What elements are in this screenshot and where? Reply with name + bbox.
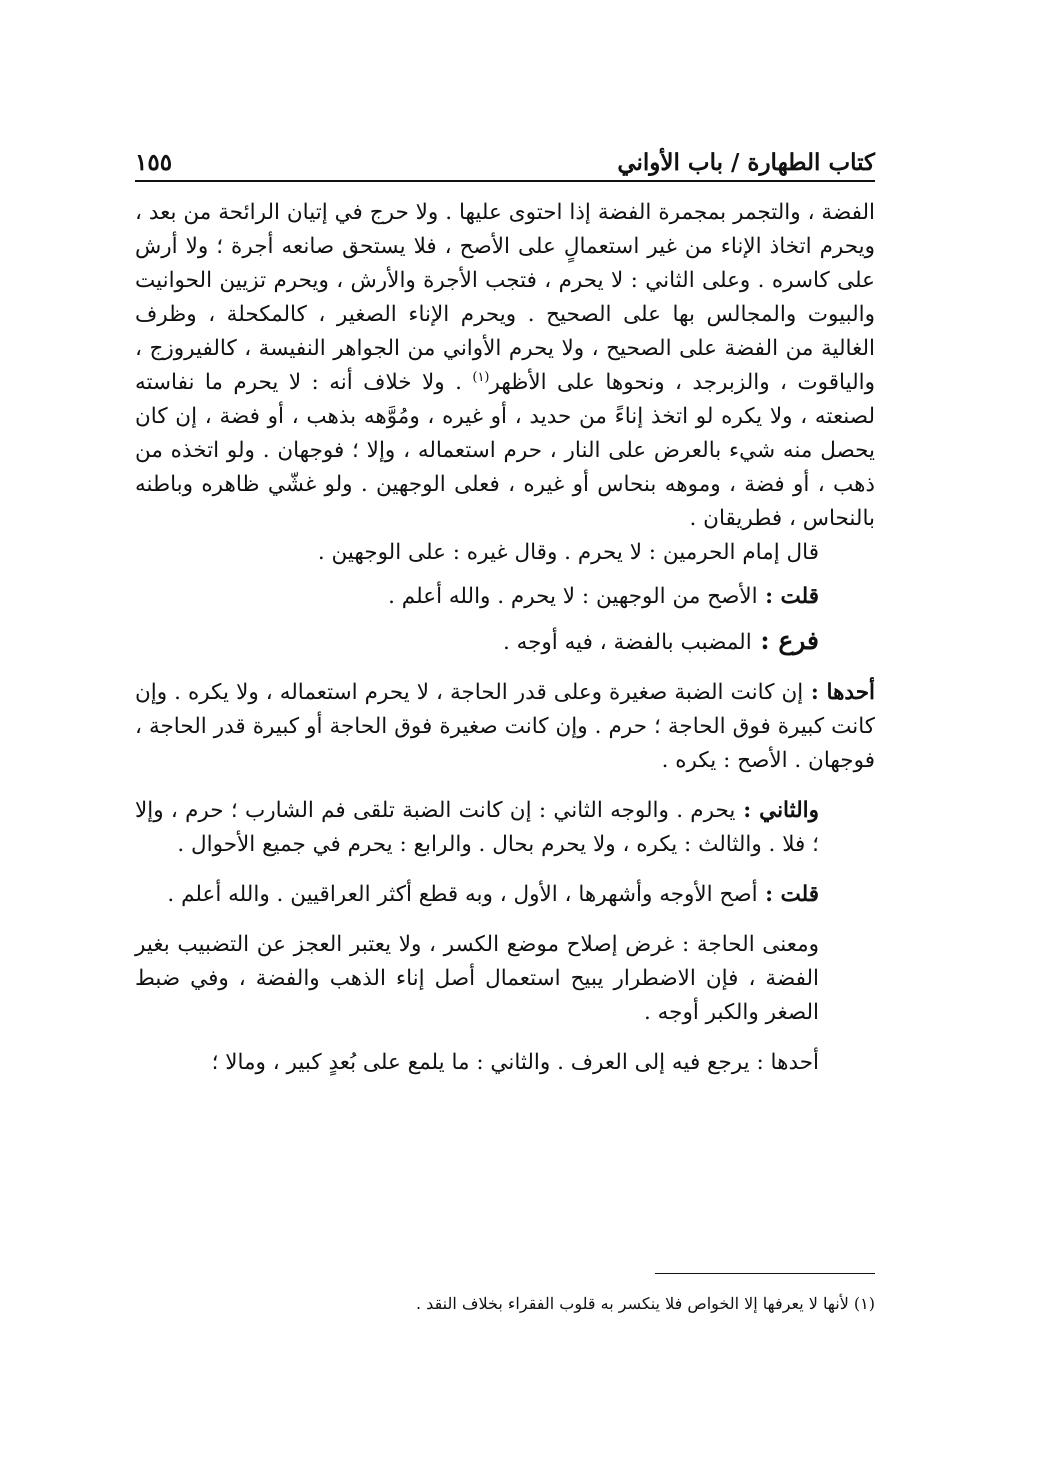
paragraph-5 — [135, 676, 875, 778]
paragraph-2 — [135, 536, 875, 570]
paragraph-7-text: أصح الأوجه وأشهرها ، الأول ، وبه قطع أكثر العراقيين . والله أعلم . — [167, 882, 758, 907]
paragraph-5-lead: أحدها : — [803, 680, 875, 705]
footnote-separator — [655, 1273, 875, 1274]
main-text — [135, 196, 875, 1080]
paragraph-6-lead: والثاني : — [735, 798, 820, 823]
paragraph-8-text: ومعنى الحاجة : غرض إصلاح موضع الكسر ، ولا يعتبر العجز عن التضبيب بغير الفضة ، فإن الاضطرار يبيح استعمال أصل إناء الذهب والفضة ، وفي ضبط الصغر والكبر أوجه . — [135, 932, 819, 1025]
page-header — [135, 142, 875, 176]
page-number: ١٥٥ — [135, 149, 173, 176]
paragraph-7-lead: قلت : — [757, 882, 819, 907]
paragraph-9 — [135, 1046, 875, 1080]
paragraph-3-lead: قلت : — [757, 584, 819, 609]
paragraph-6-text: يحرم . والوجه الثاني : إن كانت الضبة تلقى فم الشارب ؛ حرم ، وإلا ؛ فلا . والثالث : يكره ، ولا يحرم بحال . والرابع : يحرم في جميع الأحوال . — [135, 798, 819, 857]
paragraph-8 — [135, 928, 875, 1030]
paragraph-1-text: الفضة ، والتجمر بمجمرة الفضة إذا احتوى عليها . ولا حرج في إتيان الرائحة من بعد ، ويحرم اتخاذ الإناء من غير استعمالٍ على الأصح ، فلا يستحق صانعه أجرة ؛ ولا أرش على كاسره . وعلى الثاني : لا يحرم ، فتجب الأجرة والأرش ، ويحرم تزيين الحوانيت والبيوت والمجالس بها على الصحيح . ويحرم الإناء الصغير ، كالمكحلة ، وظرف الغالية من الفضة على الصحيح ، ولا يحرم الأواني من الجواهر النفيسة ، كالفيروزج ، والياقوت ، والزبرجد ، ونحوها على الأظهر — [135, 200, 875, 395]
paragraph-5-text: إن كانت الضبة صغيرة وعلى قدر الحاجة ، لا يحرم استعماله ، ولا يكره . وإن كانت كبيرة فوق الحاجة ؛ حرم . وإن كانت صغيرة فوق الحاجة أو كبيرة قدر الحاجة ، فوجهان . الأصح : يكره . — [135, 680, 875, 773]
paragraph-4-lead: فرع : — [751, 626, 819, 655]
running-title: كتاب الطهارة / باب الأواني — [617, 149, 875, 176]
paragraph-4 — [135, 624, 875, 660]
paragraph-3-text: الأصح من الوجهين : لا يحرم . والله أعلم . — [388, 584, 758, 609]
paragraph-3 — [135, 580, 875, 614]
paragraph-2-text: قال إمام الحرمين : لا يحرم . وقال غيره : على الوجهين . — [317, 540, 819, 565]
paragraph-6 — [135, 794, 875, 862]
paragraph-7 — [135, 878, 875, 912]
footnote-ref: (١) — [472, 369, 490, 385]
paragraph-1-tail: . ولا خلاف أنه : لا يحرم ما نفاسته لصنعته ، ولا يكره لو اتخذ إناءً من حديد ، أو غيره ، ومُوَّهه بذهب ، أو فضة ، إن كان يحصل منه شيء بالعرض على النار ، حرم استعماله ، وإلا ؛ فوجهان . ولو اتخذه من ذهب ، أو فضة ، وموهه بنحاس أو غيره ، فعلى الوجهين . ولو غشّي ظاهره وباطنه بالنحاس ، فطريقان . — [135, 370, 875, 531]
paragraph-4-text: المضبب بالفضة ، فيه أوجه . — [502, 630, 752, 655]
paragraph-9-text: أحدها : يرجع فيه إلى العرف . والثاني : ما يلمع على بُعدٍ كبير ، ومالا ؛ — [211, 1050, 819, 1075]
footnote: (١) لأنها لا يعرفها إلا الخواص فلا ينكسر به قلوب الفقراء بخلاف النقد . — [416, 1294, 875, 1313]
header-rule — [135, 180, 875, 182]
paragraph-1 — [135, 196, 875, 536]
